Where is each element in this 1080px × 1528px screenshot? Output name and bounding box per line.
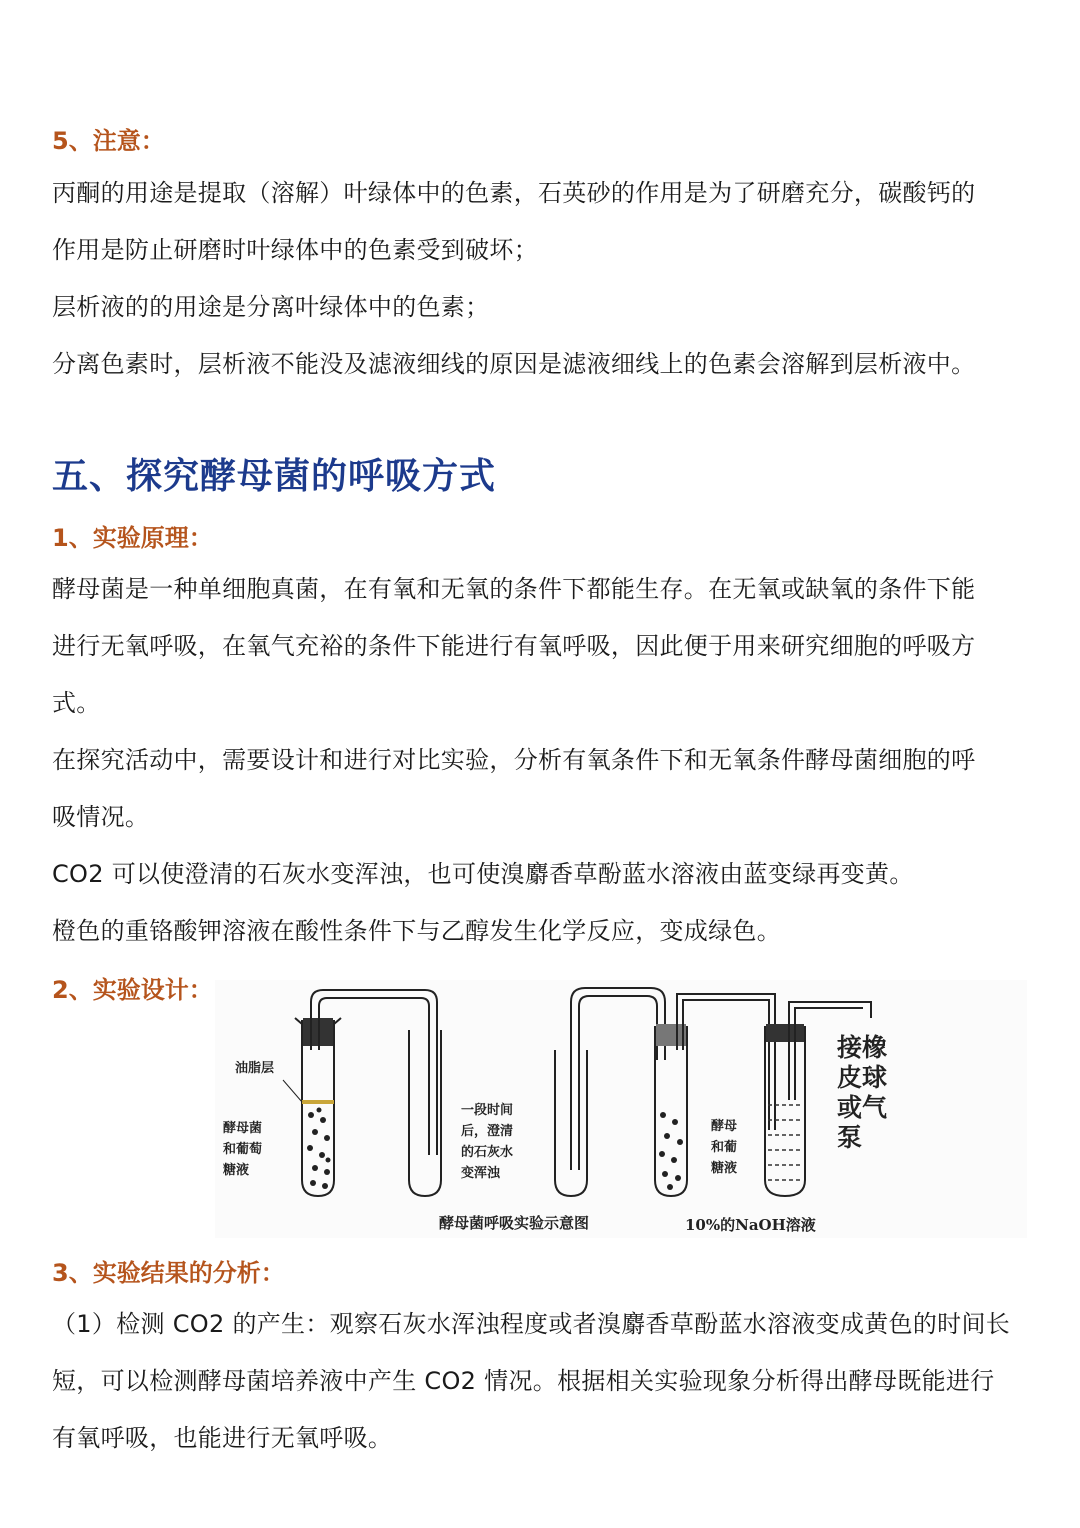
- pump-label: 或气: [837, 1093, 888, 1122]
- diagram-svg: [215, 980, 1027, 1238]
- analysis-line: 有氧呼吸，也能进行无氧呼吸。: [52, 1424, 393, 1452]
- right-connecting-pipe-inner: [579, 996, 657, 1170]
- note-text: [52, 165, 1042, 393]
- middle-note: 一段时间: [461, 1103, 514, 1118]
- naoh-label: 10%的NaOH溶液: [685, 1216, 816, 1234]
- analysis-line: 短，可以检测酵母菌培养液中产生 CO2 情况。根据相关实验现象分析得出酵母既能进行: [52, 1367, 995, 1395]
- left-connecting-pipe: [311, 990, 437, 1155]
- pump-label: 接橡: [837, 1033, 888, 1062]
- right-yeast-dots: [659, 1112, 683, 1190]
- yeast-left-label: 和葡萄: [223, 1142, 263, 1157]
- principle-text: [52, 561, 1042, 960]
- analysis-text: [52, 1296, 1042, 1467]
- yeast-right-label: 酵母: [711, 1119, 738, 1134]
- yeast-right-label: 糖液: [711, 1161, 738, 1176]
- naoh-tube: [765, 1026, 805, 1196]
- middle-note: 后，澄清: [461, 1124, 514, 1139]
- right-yeast-tube: [655, 1026, 687, 1196]
- middle-note: 变浑浊: [461, 1166, 501, 1181]
- note-line: 分离色素时，层析液不能没及滤液细线的原因是滤液细线上的色素会溶解到层析液中。: [52, 350, 976, 378]
- pump-label: 泵: [837, 1123, 863, 1152]
- pump-label: 皮球: [837, 1063, 888, 1092]
- oil-layer-label: 油脂层: [235, 1061, 275, 1076]
- left-yeast-dots: [307, 1108, 331, 1190]
- right-connecting-pipe: [571, 988, 665, 1170]
- principle-line: 进行无氧呼吸，在氧气充裕的条件下能进行有氧呼吸，因此便于用来研究细胞的呼吸方: [52, 632, 976, 660]
- principle-line: 橙色的重铬酸钾溶液在酸性条件下与乙醇发生化学反应，变成绿色。: [52, 917, 781, 945]
- analysis-heading: 3、实验结果的分析：: [52, 1259, 285, 1287]
- yeast-left-label: 酵母菌: [223, 1121, 263, 1136]
- note-line: 层析液的的用途是分离叶绿体中的色素；: [52, 293, 490, 321]
- naoh-stopper: [766, 1024, 804, 1042]
- design-heading: 2、实验设计：: [52, 976, 213, 1004]
- section-title: 五、探究酵母菌的呼吸方式: [52, 456, 497, 497]
- note-heading: 5、注意：: [52, 127, 165, 155]
- principle-line: 式。: [52, 689, 101, 717]
- yeast-right-label: 和葡: [711, 1140, 738, 1155]
- yeast-left-label: 糖液: [223, 1163, 250, 1178]
- note-line: 作用是防止研磨时叶绿体中的色素受到破坏；: [52, 236, 538, 264]
- principle-line: 吸情况。: [52, 803, 150, 831]
- middle-note: 的石灰水: [461, 1145, 514, 1160]
- analysis-line: （1）检测 CO2 的产生：观察石灰水浑浊程度或者溴麝香草酚蓝水溶液变成黄色的时间长: [52, 1310, 1011, 1338]
- note-line: 丙酮的用途是提取（溶解）叶绿体中的色素，石英砂的作用是为了研磨充分，碳酸钙的: [52, 179, 976, 207]
- principle-line: 酵母菌是一种单细胞真菌，在有氧和无氧的条件下都能生存。在无氧或缺氧的条件下能: [52, 575, 976, 603]
- yeast-to-naoh-pipe-inner: [683, 1000, 769, 1130]
- yeast-to-naoh-pipe: [677, 994, 775, 1130]
- right-yeast-stopper: [656, 1024, 686, 1046]
- diagram-caption: 酵母菌呼吸实验示意图: [439, 1214, 590, 1232]
- principle-line: CO2 可以使澄清的石灰水变浑浊，也可使溴麝香草酚蓝水溶液由蓝变绿再变黄。: [52, 860, 914, 888]
- principle-line: 在探究活动中，需要设计和进行对比实验，分析有氧条件下和无氧条件酵母菌细胞的呼: [52, 746, 976, 774]
- naoh-liquid: [768, 1105, 803, 1180]
- yeast-respiration-diagram: [215, 980, 1027, 1238]
- principle-heading: 1、实验原理：: [52, 524, 213, 552]
